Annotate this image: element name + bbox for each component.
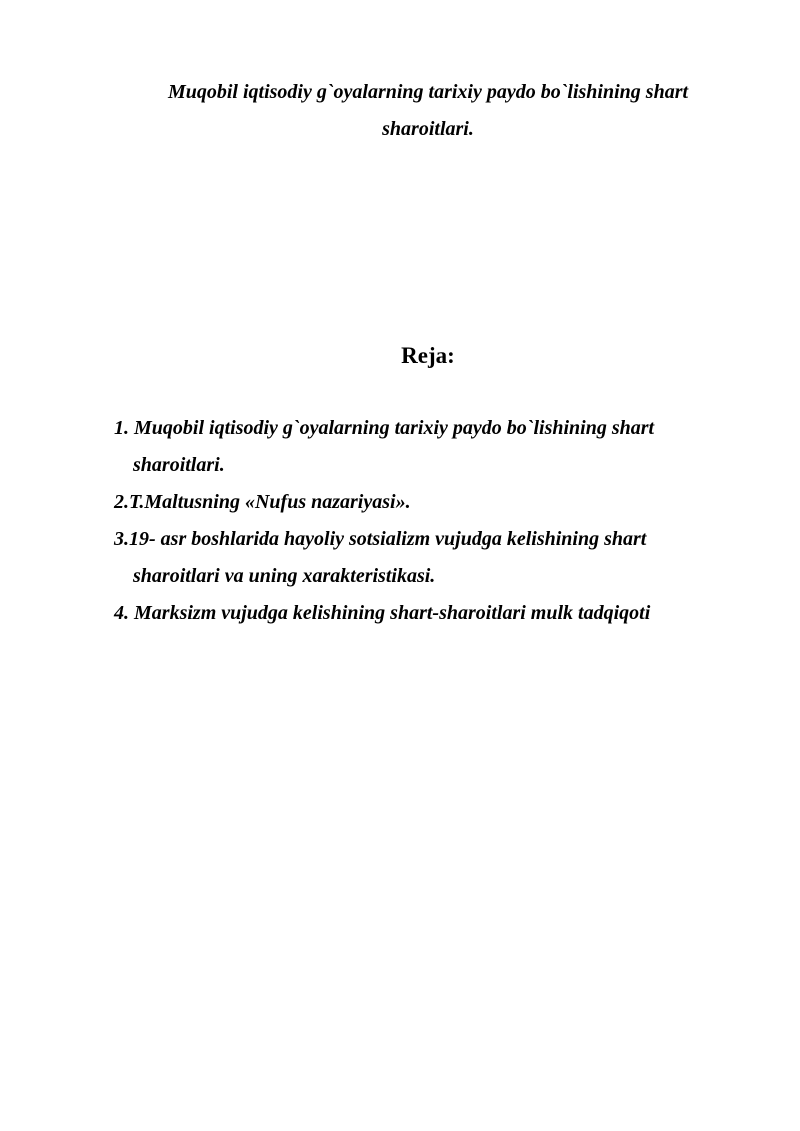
plan-item-4: 4. Marksizm vujudga kelishining shart-sharoitlari mulk tadqiqoti bbox=[114, 602, 651, 624]
plan-item-2: 2.T.Maltusning «Nufus nazariyasi». bbox=[114, 491, 411, 513]
plan-list bbox=[114, 410, 734, 632]
plan-item-1: 1. Muqobil iqtisodiy g`oyalarning tarixiy paydo bo`lishining shart sharoitlari. bbox=[114, 417, 655, 476]
plan-heading: Reja: bbox=[401, 343, 455, 368]
plan-item-3: 3.19- asr boshlarida hayoliy sotsializm vujudga kelishining shart sharoitlari va uning xarakteristikasi. bbox=[114, 528, 647, 587]
document-title: Muqobil iqtisodiy g`oyalarning tarixiy paydo bo`lishining shart sharoitlari. bbox=[167, 81, 689, 140]
